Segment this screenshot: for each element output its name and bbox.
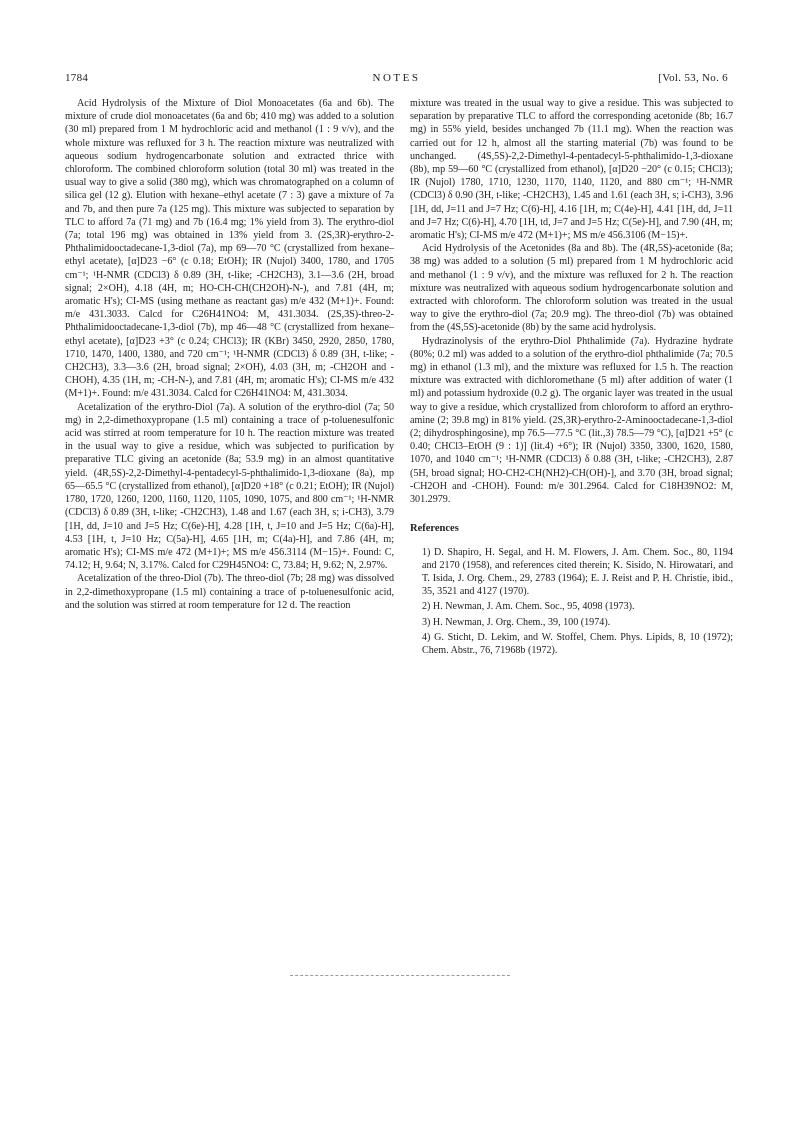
paragraph-acid-hydrolysis-acetonides: Acid Hydrolysis of the Acetonides (8a and 8b). The (4R,5S)-acetonide (8a; 38 mg) was added to a solution (5 ml) prepared from 1 M hydrochloric acid and methanol (1 : 9 v/v), and the mixture was refluxed for 2 h. The reaction mixture was neutralized with aqueous sodium hydrogencarbonate solution and extracted with chloroform. The chloroform solution was treated in the usual way to give the erythro-diol (7a; 20.9 mg). The threo-diol (7b) was obtained from the (4S,5S)-acetonide (8b) by the same acid hydrolysis. — [410, 243, 733, 334]
paragraph-acetalization-threo: Acetalization of the threo-Diol (7b). The threo-diol (7b; 28 mg) was dissolved in 2,2-dimethoxypropane (1.5 ml) containing a trace of p-toluenesulfonic acid, and the solution was stirred at room temperature for 12 d. The reaction — [65, 573, 394, 611]
reference-item: 3) H. Newman, J. Org. Chem., 39, 100 (1974). — [422, 616, 611, 628]
page-number: 1784 — [65, 72, 89, 84]
paragraph-hydrazinolysis: Hydrazinolysis of the erythro-Diol Phthalimide (7a). Hydrazine hydrate (80%; 0.2 ml) was added to a solution of the erythro-diol phthalimide (7a; 70.5 mg) in ethanol (1.3 ml), and the mixture was refluxed for 1.5 h. The reaction mixture was extracted with dichloromethane (5 ml) after addition of water (1 ml) and potassium hydroxide (0.2 g). The organic layer was treated in the usual way to give a residue, which crystallized from chloroform to afford an erythro-amine (2; 39.8 mg) in 81% yield. (2S,3R)-erythro-2-Aminooctadecane-1,3-diol (2; dihydrosphingosine), mp 76.5—77.5 °C (lit.,3) 78.5—79 °C), [α]D21 +5° (c 0.40; CHCl3–EtOH (9 : 1)] (lit.4) +6°); IR (Nujol) 3350, 3300, 1620, 1580, 1070, and 1040 cm⁻¹; ¹H-NMR (CDCl3) δ 0.88 (3H, t-like; -CH2CH3), 2.87 (5H, broad signal; HO-CH2-CH(NH2)-CH(OH)-], and 3.70 (3H, broad signal; -CH2OH and -CHOH). Found: m/e 301.2964. Calcd for C18H39NO2: M, 301.2979. — [410, 335, 733, 506]
paragraph-acetalization-erythro: Acetalization of the erythro-Diol (7a). A solution of the erythro-diol (7a; 50 mg) in 2,2-dimethoxypropane (1.5 ml) containing a trace of p-toluenesulfonic acid was stirred at room temperature for 10 h. The reaction mixture was treated in the usual way to give a residue, which was subjected to purification by preparative TLC giving an acetonide (8a; 53.9 mg) in an almost quantitative yield. (4R,5S)-2,2-Dimethyl-4-pentadecyl-5-phthalimido-1,3-dioxane (8a), mp 65—65.5 °C (crystallized from ethanol), [α]D20 +18° (c 0.21; EtOH); IR (Nujol) 1780, 1720, 1260, 1200, 1160, 1120, 1105, 1090, 1075, and 800 cm⁻¹; ¹H-NMR (CDCl3) δ 0.89 (3H, t-like; -CH2CH3), 1.48 and 1.67 (each 3H, s; i-CH3), 3.79 [1H, dd, J=10 and J=5 Hz; C(6e)-H], 4.28 [1H, t, J=10 and J=5 Hz; C(6a)-H], 4.53 [1H, t, J=10 Hz; C(5a)-H], 4.65 [1H, m; C(4a)-H], and 7.86 (4H, m; aromatic H's); CI-MS m/e 472 (M+1)+; MS m/e 456.3114 (M−15)+. Found: C, 74.12; H, 9.64; N, 3.17%. Calcd for C29H45NO4: C, 73.84; H, 9.62; N, 2.97%. — [65, 401, 394, 572]
paragraph-threo-continued: mixture was treated in the usual way to give a residue. This was subjected to separation by preparative TLC to afford the corresponding acetonide (8b; 16.7 mg) in 55% yield, besides unchanged 7b (11.1 mg). When the reaction was carried out for 12 h, almost all the starting material (7b) was found to be unchanged. (4S,5S)-2,2-Dimethyl-4-pentadecyl-5-phthalimido-1,3-dioxane (8b), mp 59—60 °C (crystallized from ethanol), [α]D20 −20° (c 0.15; CHCl3); IR (Nujol) 1780, 1710, 1230, 1170, 1140, 1120, and 880 cm⁻¹; ¹H-NMR (CDCl3) δ 0.90 (3H, t-like; -CH2CH3), 1.45 and 1.61 (each 3H, s; i-CH3), 3.96 [1H, dd, J=11 and J=7 Hz; C(6)-H], 4.16 [1H, m; C(4e)-H], 4.41 [1H, dd, J=11 and J=7 Hz; C(6)-H], 4.70 [1H, td, J=7 and J=5 Hz; C(5e)-H], and 7.90 (4H, m; aromatic H's); CI-MS m/e 472 (M+1)+; MS m/e 456.3106 (M−15)+. — [410, 98, 733, 242]
paragraph-acid-hydrolysis-monoacetates: Acid Hydrolysis of the Mixture of Diol Monoacetates (6a and 6b). The mixture of crude diol monoacetates (6a and 6b; 410 mg) was added to a solution (30 ml) prepared from 1 M hydrochloric acid and methanol (1 : 9 v/v), and the whole mixture was refluxed for 3 h. The reaction mixture was neutralized with aqueous sodium hydrogencarbonate solution and extracted thrice with chloroform. The combined chloroform solution (total 30 ml) was treated in the usual way to give a solid (380 mg), which was chromatographed on a column of silica gel (12 g). Elution with hexane–ethyl acetate (7 : 3) gave a mixture of 7a and 7b, and then pure 7a (125 mg). This mixture was subjected to separation by TLC to afford 7a (71 mg) and 7b (16.4 mg; 1% yield from 3). The erythro-diol (7a; total 196 mg) was obtained in 13% yield from 3. (2S,3R)-erythro-2-Phthalimidooctadecane-1,3-diol (7a), mp 69—70 °C (crystallized from hexane–ethyl acetate), [α]D23 −6° (c 0.18; EtOH); IR (Nujol) 3400, 1780, and 1705 cm⁻¹; ¹H-NMR (CDCl3) δ 0.89 (3H, t-like; -CH2CH3), 3.1—3.6 (2H, broad signal; 2×OH), 4.18 (4H, m; HO-CH-CH(CH2OH)-N-), and 7.81 (4H, m; aromatic H's); CI-MS (using methane as reactant gas) m/e 432 (M+1)+. Found: m/e 431.3033. Calcd for C26H41NO4: M, 431.3034. (2S,3S)-threo-2-Phthalimidooctadecane-1,3-diol (7b), mp 46—48 °C (crystallized from hexane–ethyl acetate), [α]D23 +3° (c 0.24; CHCl3); IR (KBr) 3450, 2920, 2850, 1780, 1710, 1470, 1400, 1380, and 720 cm⁻¹; ¹H-NMR (CDCl3) δ 0.89 (3H, t-like; -CH2CH3), 3.3—3.6 (2H, broad signal; 2×OH), 4.03 (3H, m; -CH2OH and -CHOH), 4.35 (1H, m; -CH-N-), and 7.81 (4H, m; aromatic H's); CI-MS m/e 432 (M+1)+. Found: m/e 431.3034. Calcd for C26H41NO4: M, 431.3034. — [65, 98, 394, 400]
references-heading: References — [410, 523, 459, 535]
reference-item: 4) G. Sticht, D. Lekim, and W. Stoffel, Chem. Phys. Lipids, 8, 10 (1972); Chem. Abstr., 76, 71968b (1972). — [422, 631, 733, 656]
page-header — [65, 72, 728, 86]
reference-item: 2) H. Newman, J. Am. Chem. Soc., 95, 4098 (1973). — [422, 601, 635, 613]
end-of-article-rule — [290, 975, 510, 976]
reference-item: 1) D. Shapiro, H. Segal, and H. M. Flowers, J. Am. Chem. Soc., 80, 1194 and 2170 (1958), and references cited therein; K. Sisido, N. Hirowatari, and T. Isida, J. Org. Chem., 29, 2783 (1964); E. J. Reist and P. H. Christie, ibid., 35, 3521 and 4127 (1970). — [422, 546, 733, 598]
journal-section-title: NOTES — [372, 72, 421, 84]
volume-info: [Vol. 53, No. 6 — [658, 72, 728, 84]
left-column — [65, 97, 394, 612]
right-column — [410, 97, 733, 659]
